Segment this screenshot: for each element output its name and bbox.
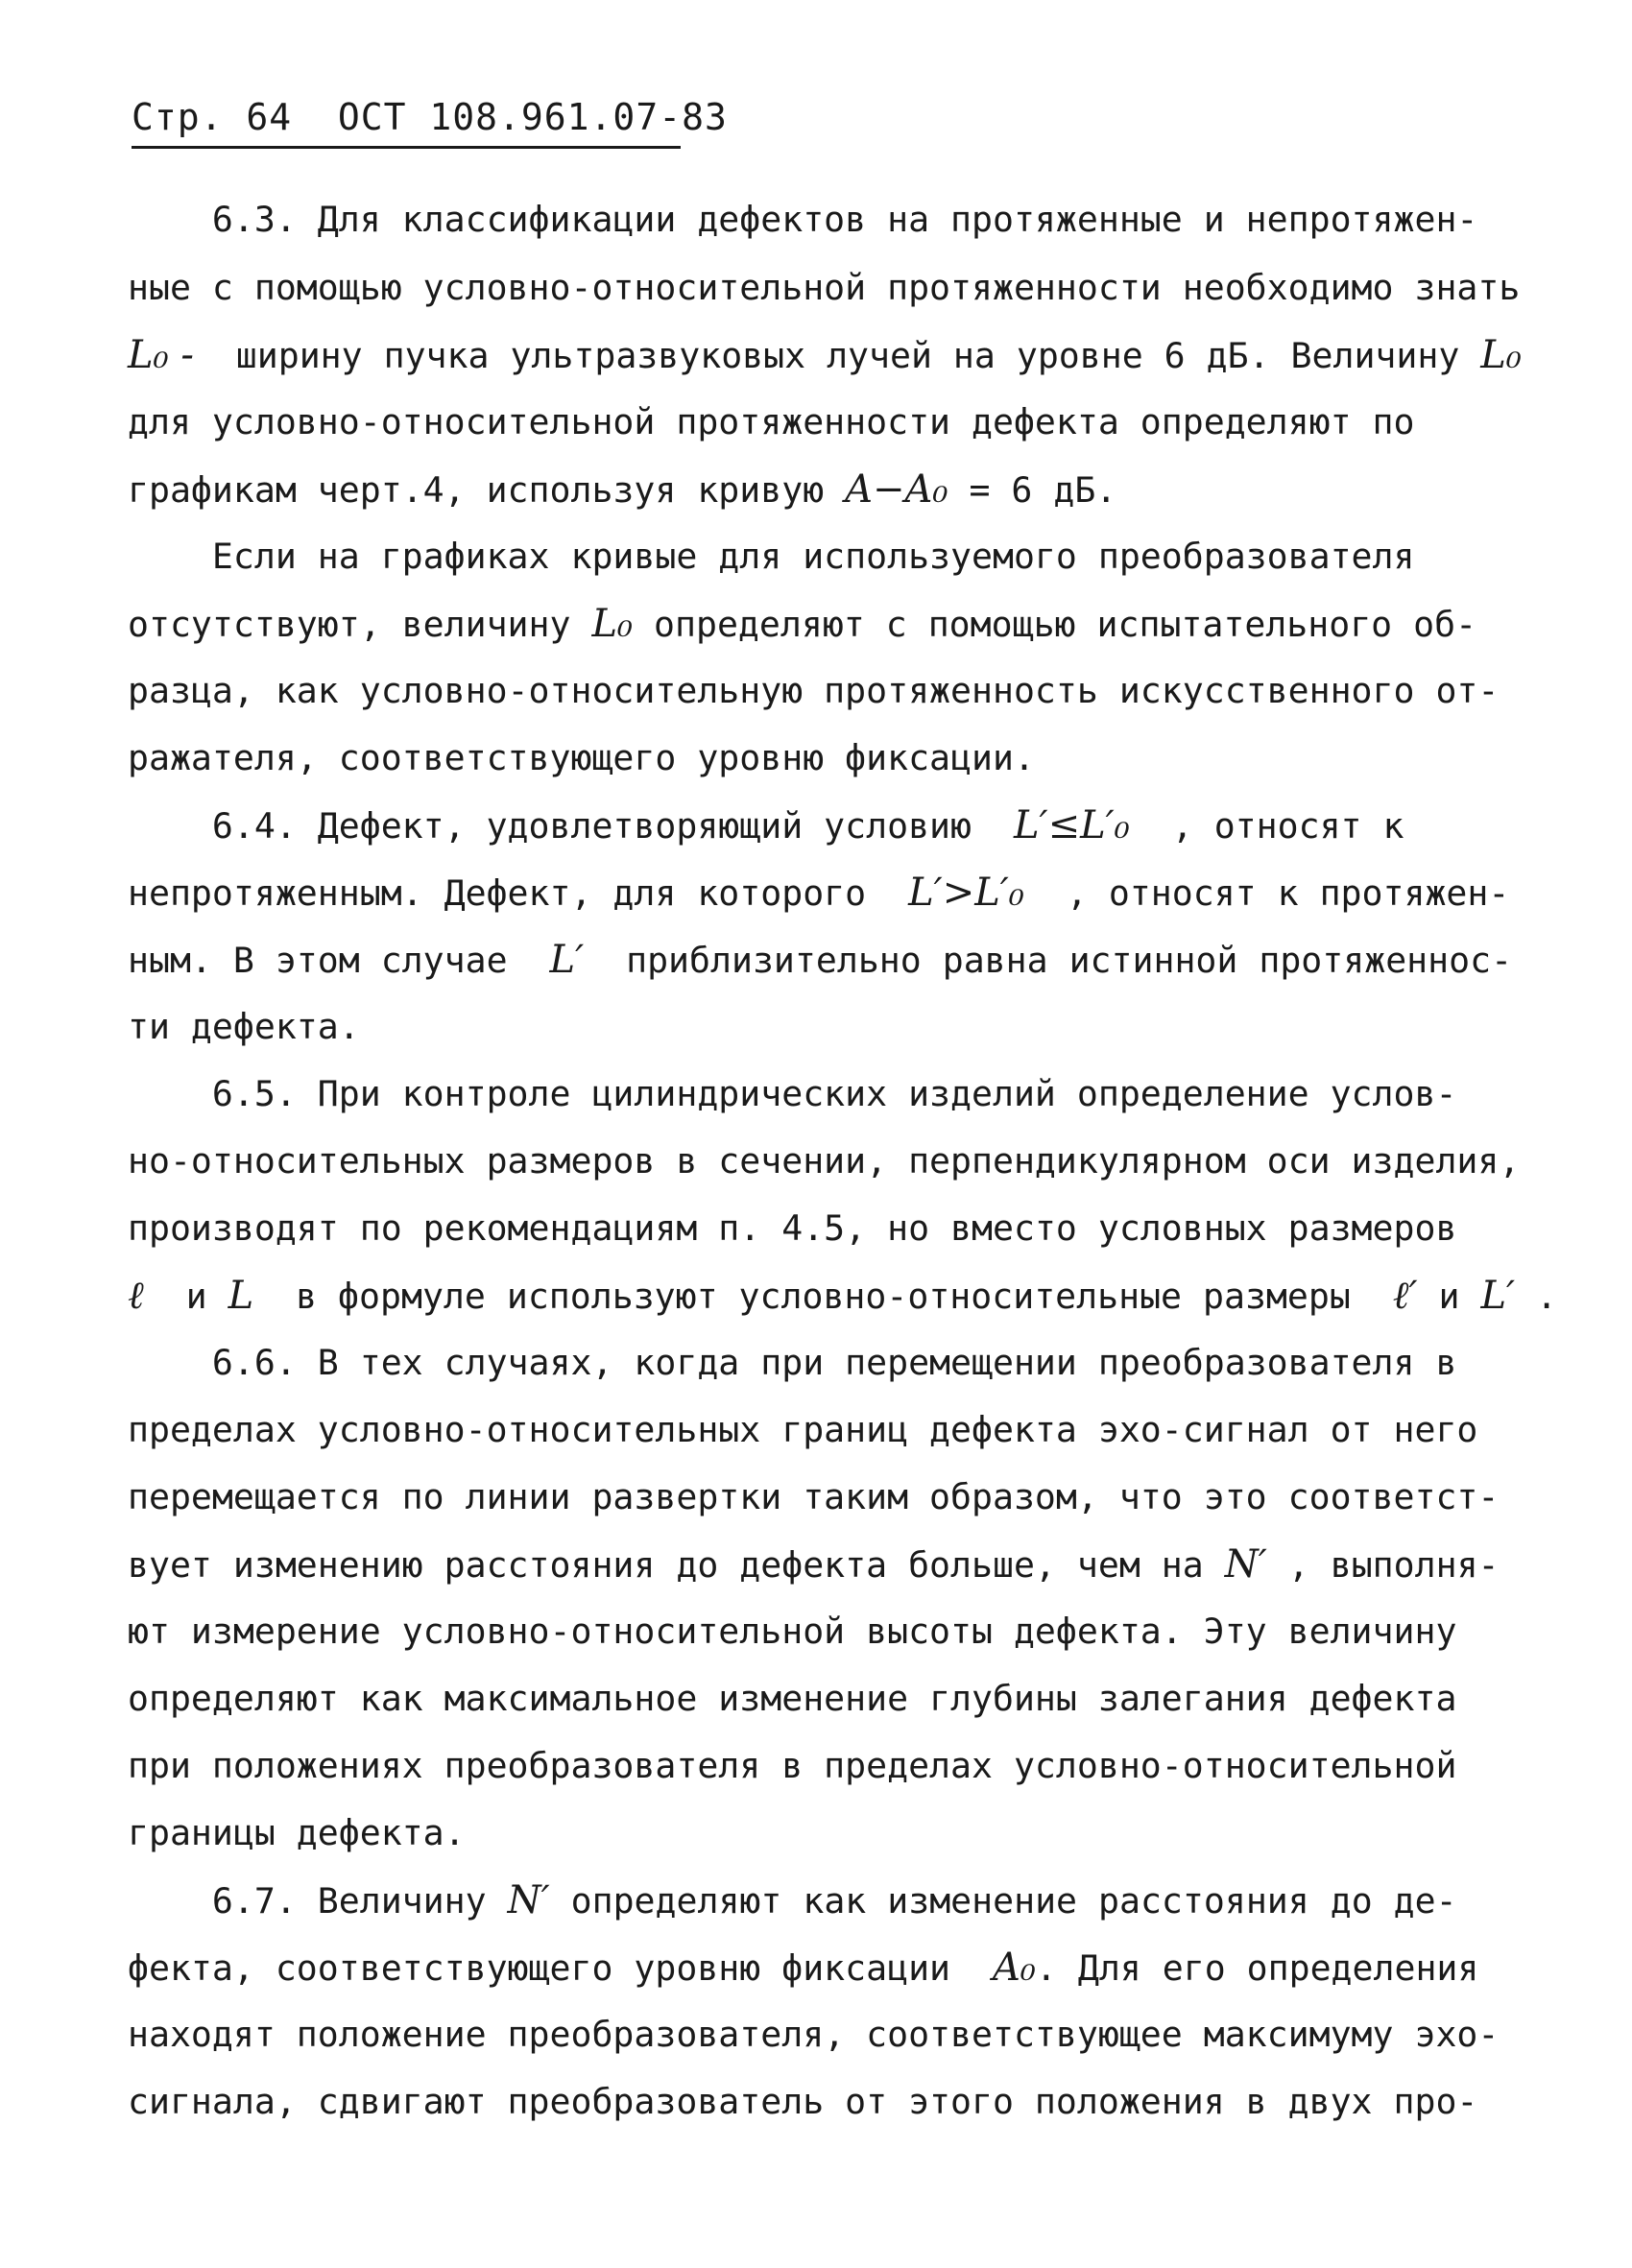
text-line: перемещается по линии развертки таким образом, что это соответст- [128, 1476, 1500, 1517]
text-line: при положениях преобразователя в пределах условно-относительной [128, 1745, 1457, 1786]
text-segment: в формуле используют условно-относительные размеры [253, 1276, 1393, 1317]
text-segment: и [143, 1276, 228, 1317]
text-segment: определяют с помощью испытательного об- [633, 604, 1477, 645]
text-line: ти дефекта. [128, 1006, 360, 1047]
text-line [128, 1876, 1520, 1925]
text-segment: , относят к [1129, 805, 1404, 847]
math-symbol: L₀ - [128, 333, 194, 377]
text-segment: . Для его определения [1035, 1947, 1479, 1989]
text-line [128, 1944, 1520, 1993]
text-segment: , выполня- [1266, 1544, 1500, 1586]
text-segment: непротяженным. Дефект, для которого [128, 872, 909, 914]
text-line [128, 869, 1520, 918]
math-symbol: L′>L′₀ [908, 871, 1024, 915]
text-line [128, 1540, 1520, 1589]
text-segment: вует изменению расстояния до дефекта больше, чем на [128, 1544, 1225, 1586]
text-segment: приблизительно равна истинной протяженнос- [584, 940, 1513, 981]
text-line: 6.6. В тех случаях, когда при перемещении преобразователя в [128, 1342, 1457, 1383]
math-symbol: L₀ [1480, 333, 1522, 377]
text-segment: 6.7. Величину [128, 1880, 508, 1922]
text-line: разца, как условно-относительную протяженность искусственного от- [128, 670, 1500, 711]
text-line: сигнала, сдвигают преобразователь от этого положения в двух про- [128, 2081, 1478, 2122]
text-line [128, 1272, 1558, 1321]
math-symbol: A₀ [992, 1946, 1036, 1990]
text-line: границы дефекта. [128, 1812, 466, 1853]
text-segment: , относят к протяжен- [1023, 872, 1510, 914]
text-line: ражателя, соответствующего уровню фиксации. [128, 737, 1035, 778]
text-segment: . [1515, 1276, 1558, 1317]
text-line [128, 600, 1520, 649]
text-segment: и [1417, 1276, 1481, 1317]
text-segment: фекта, соответствующего уровню фиксации [128, 1947, 993, 1989]
math-symbol: L′ [549, 938, 585, 982]
text-line: пределах условно-относительных границ дефекта эхо-сигнал от него [128, 1409, 1478, 1450]
text-segment: 6.4. Дефект, удовлетворяющий условию [128, 805, 1014, 847]
text-segment: определяют как изменение расстояния до де- [549, 1880, 1457, 1922]
math-symbol: L′ [1480, 1274, 1516, 1318]
text-segment: графикам черт.4, используя кривую [128, 469, 846, 511]
math-symbol: N′ [507, 1878, 550, 1922]
text-segment: = 6 дБ. [948, 469, 1117, 511]
math-symbol: ℓ′ [1392, 1274, 1418, 1318]
page-header: Стр. 64 ОСТ 108.961.07-83 [132, 96, 728, 138]
text-line [128, 801, 1520, 850]
text-line: ные с помощью условно-относительной протяженности необходимо знать [128, 267, 1521, 308]
header-underline [132, 146, 681, 149]
text-line: 6.3. Для классификации дефектов на протяженные и непротяжен- [128, 199, 1478, 240]
text-line: находят положение преобразователя, соответствующее максимуму эхо- [128, 2014, 1500, 2055]
text-line [128, 331, 1520, 380]
text-line: но-относительных размеров в сечении, перпендикулярном оси изделия, [128, 1140, 1521, 1182]
math-symbol: N′ [1224, 1542, 1267, 1587]
text-line: для условно-относительной протяженности дефекта определяют по [128, 401, 1415, 442]
text-line: 6.5. При контроле цилиндрических изделий определение услов- [128, 1073, 1457, 1114]
math-symbol: L₀ [591, 602, 634, 646]
text-line: ют измерение условно-относительной высоты дефекта. Эту величину [128, 1611, 1457, 1652]
math-symbol: L′≤L′₀ [1013, 803, 1130, 848]
math-symbol: L [228, 1274, 254, 1318]
text-line: производят по рекомендациям п. 4.5, но вместо условных размеров [128, 1207, 1457, 1249]
text-segment: ширину пучка ультразвуковых лучей на уровне 6 дБ. Величину [193, 335, 1481, 376]
text-segment: ным. В этом случае [128, 940, 550, 981]
text-line [128, 466, 1520, 514]
text-line: определяют как максимальное изменение глубины залегания дефекта [128, 1678, 1457, 1719]
text-segment: отсутствуют, величину [128, 604, 592, 645]
math-symbol: ℓ [128, 1274, 144, 1318]
math-symbol: A−A₀ [845, 467, 948, 512]
text-line: Если на графиках кривые для используемого преобразователя [128, 536, 1415, 577]
text-line [128, 936, 1520, 985]
